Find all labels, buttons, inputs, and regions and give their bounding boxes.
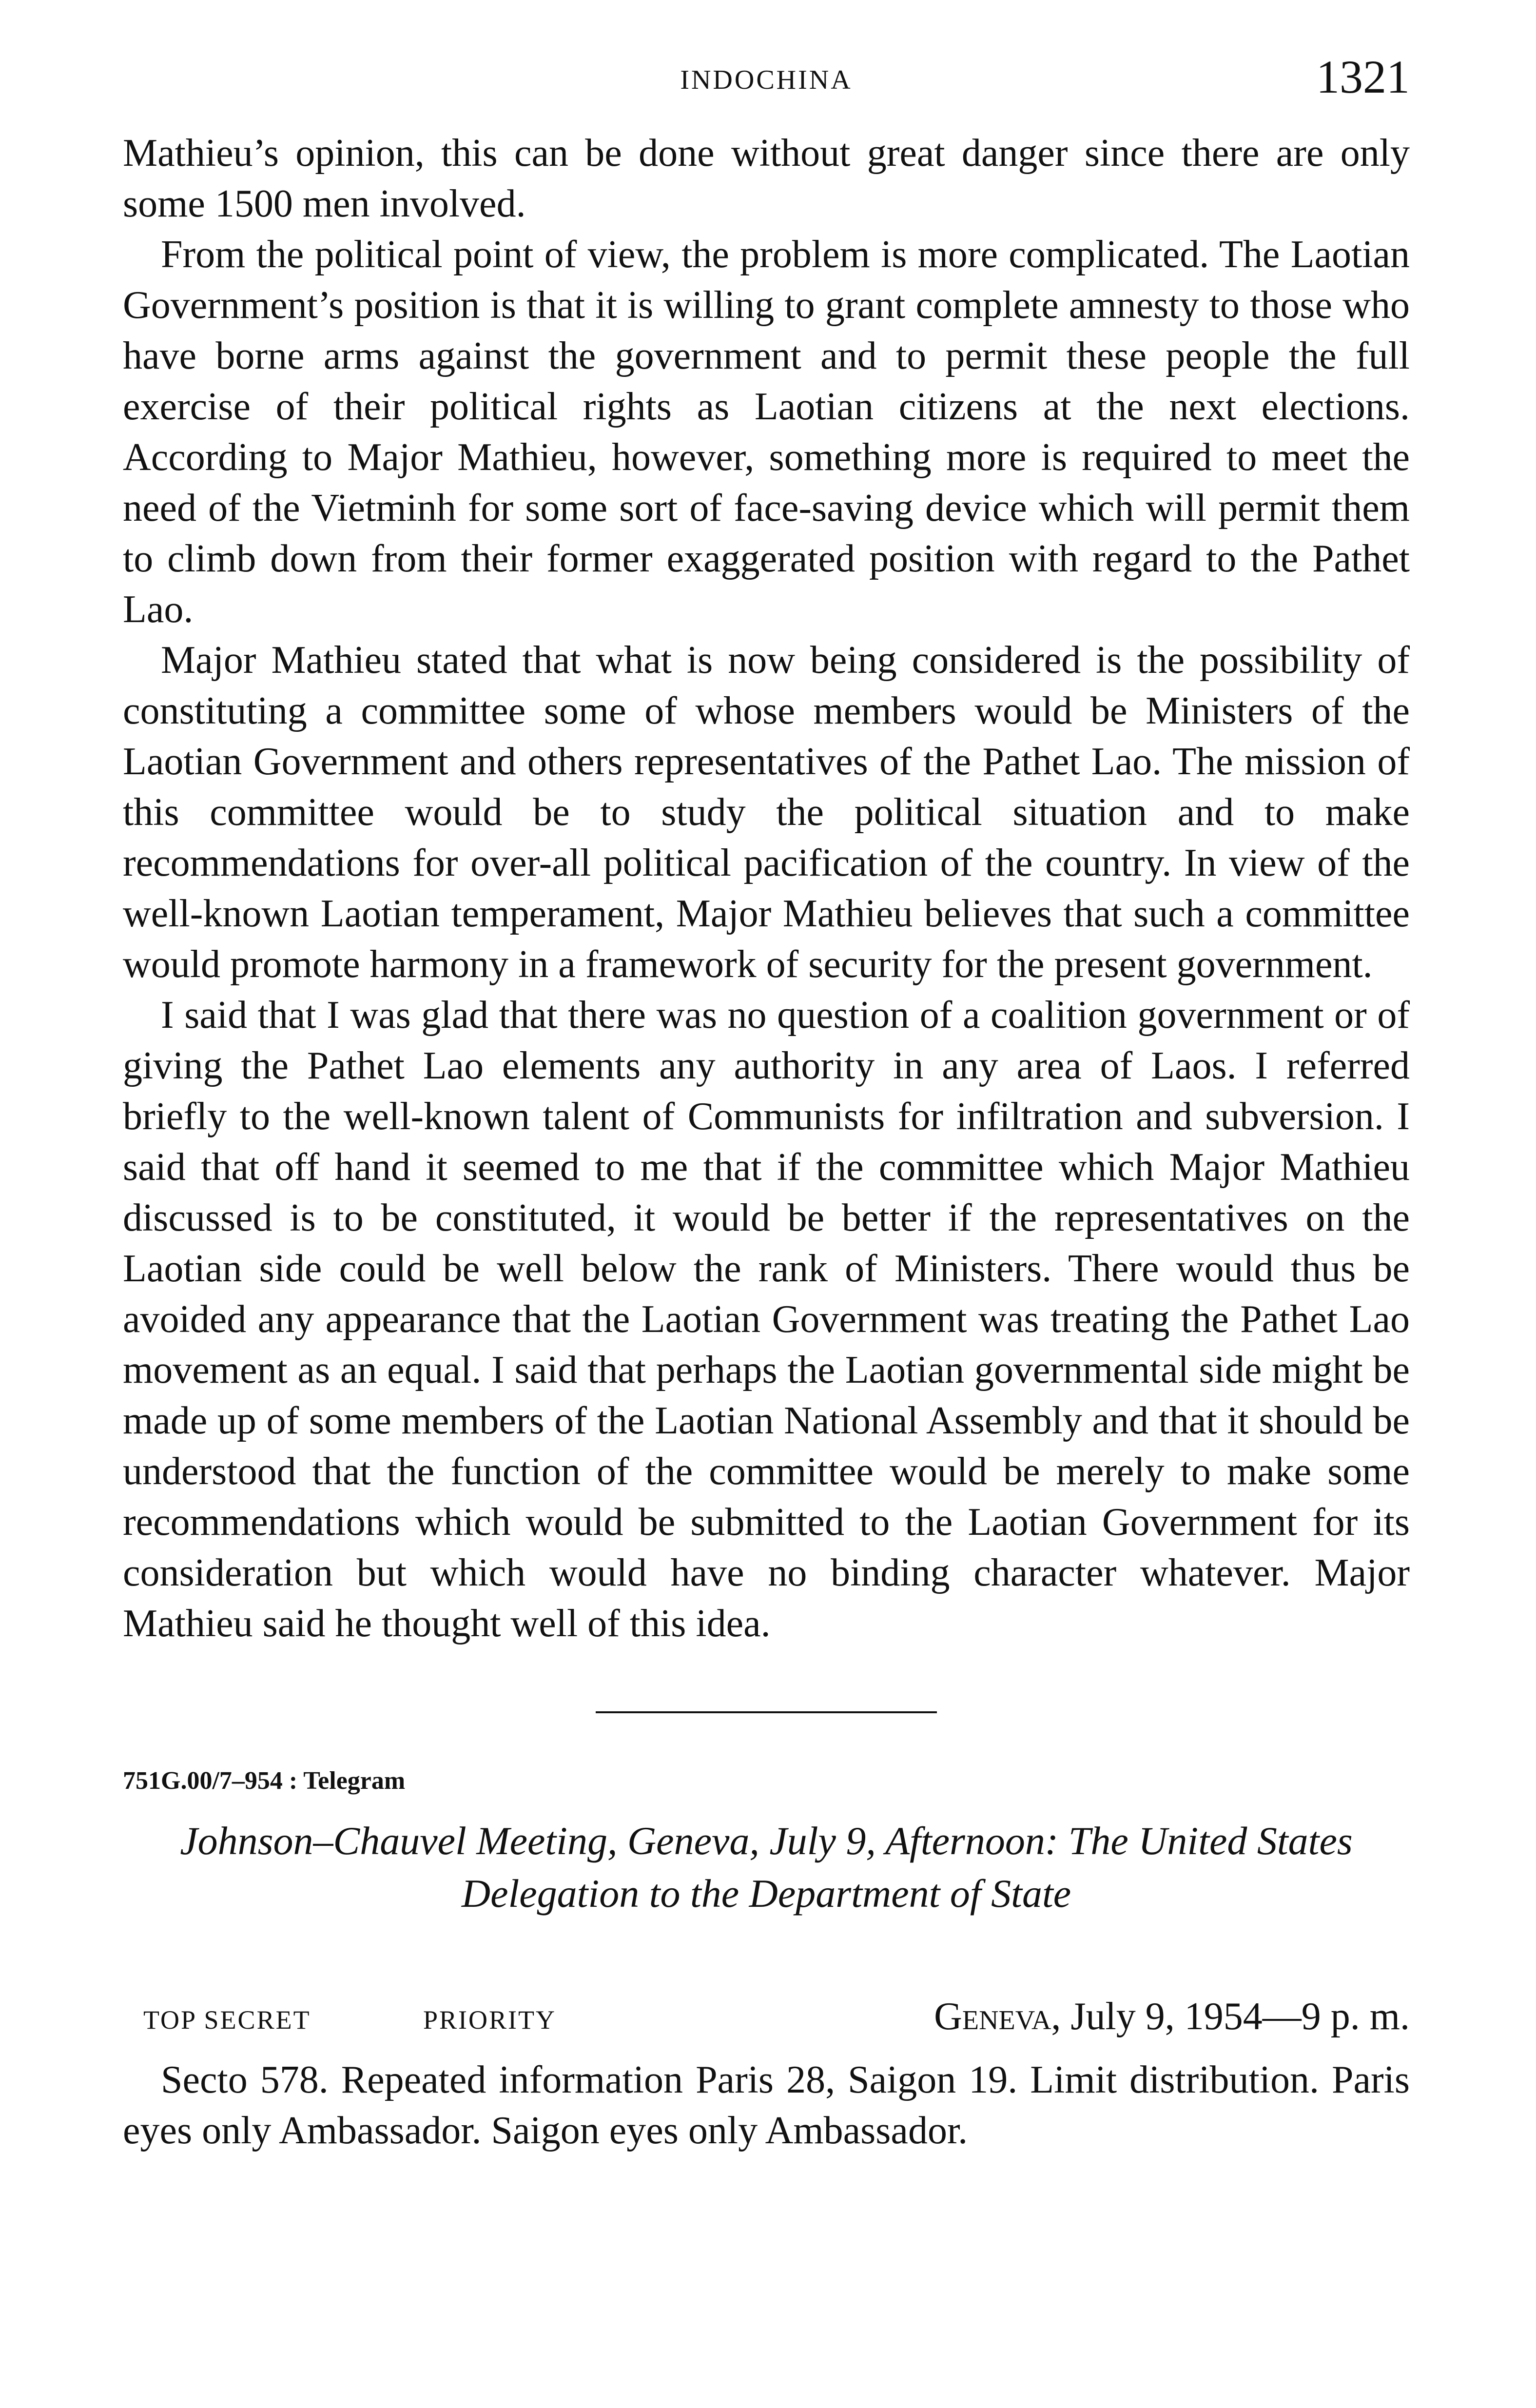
priority-label: PRIORITY	[423, 2005, 557, 2035]
dateline-row	[123, 1991, 1410, 2042]
telegram-opening: Secto 578. Repeated information Paris 28, Saigon 19. Limit distribution. Paris eyes only Ambassador. Saigon eyes only Ambassador.	[123, 2058, 1410, 2152]
document-title: Johnson–Chauvel Meeting, Geneva, July 9, Afternoon: The United States Delegation to the Department of State	[180, 1819, 1353, 1916]
dateline-date: , July 9, 1954—9 p. m.	[1051, 1995, 1410, 2038]
paragraph-political-view: From the political point of view, the problem is more complicated. The Laotian Government’s position is that it is willing to grant complete amnesty to those who have borne arms against the government and to permit these people the full exercise of their political rights as Laotian citizens at the next elections. According to Major Mathieu, however, something more is required to meet the need of the Vietminh for some sort of face-saving device which will permit them to climb down from their former exaggerated position with regard to the Pathet Lao.	[123, 233, 1410, 631]
dateline-place: Geneva	[934, 1995, 1051, 2038]
page-body	[123, 128, 1410, 2156]
section-divider	[596, 1711, 937, 1713]
page-header	[123, 51, 1410, 107]
document-reference: 751G.00/7–954 : Telegram	[123, 1767, 406, 1795]
dateline	[934, 1995, 1410, 2039]
paragraph-response: I said that I was glad that there was no question of a coalition government or of giving the Pathet Lao elements any authority in any area of Laos. I referred briefly to the well-known talent of Communists for infiltration and subversion. I said that off hand it seemed to me that if the committee which Major Mathieu discussed is to be constituted, it would be better if the representatives on the Laotian side could be well below the rank of Ministers. There would thus be avoided any appearance that the Laotian Government was treating the Pathet Lao movement as an equal. I said that perhaps the Laotian governmental side might be made up of some members of the Laotian National Assembly and that it should be understood that the function of the committee would be merely to make some recommendations which would be submitted to the Laotian Government for its consideration but which would have no binding character whatever. Major Mathieu said he thought well of this idea.	[123, 994, 1410, 1645]
paragraph-committee-proposal: Major Mathieu stated that what is now being considered is the possibility of constituting a committee some of whose members would be Ministers of the Laotian Government and others representatives of the Pathet Lao. The mission of this committee would be to study the political situation and to make recommendations for over-all political pacification of the country. In view of the well-known Laotian temperament, Major Mathieu believes that such a committee would promote harmony in a framework of security for the present government.	[123, 639, 1410, 986]
running-head: INDOCHINA	[680, 65, 853, 95]
page-number: 1321	[1316, 51, 1410, 103]
classification-label: TOP SECRET	[143, 2005, 311, 2035]
paragraph-continued: Mathieu’s opinion, this can be done without great danger since there are only some 1500 men involved.	[123, 132, 1410, 225]
